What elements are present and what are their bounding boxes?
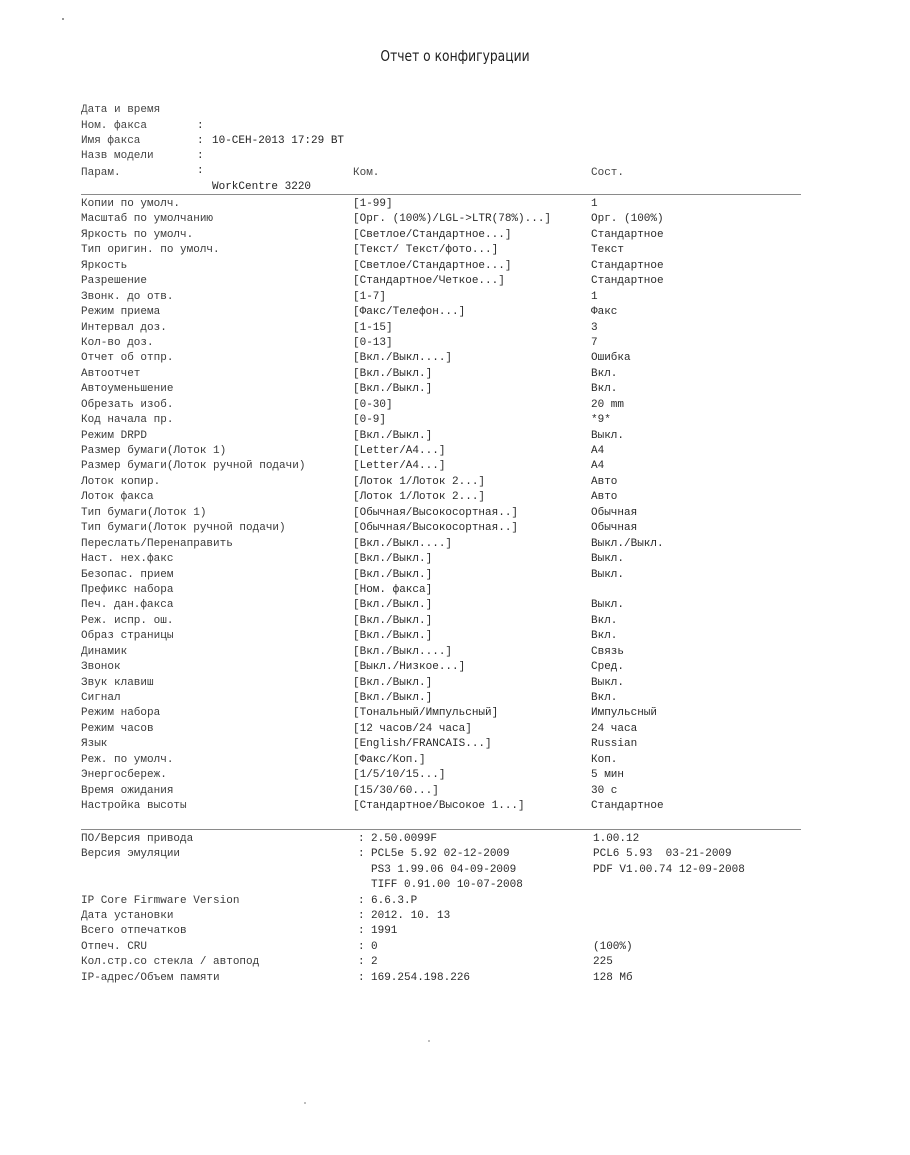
version-label: IP-адрес/Объем памяти (81, 971, 220, 984)
setting-state: 7 (591, 336, 598, 349)
settings-row (81, 444, 801, 459)
setting-state: Стандартное (591, 800, 664, 813)
setting-param: Режим набора (81, 707, 161, 720)
setting-state: Коп. (591, 753, 618, 766)
setting-options: [1/5/10/15...] (353, 769, 446, 782)
setting-state: 24 часа (591, 722, 638, 735)
setting-param: Звонк. до отв. (81, 290, 174, 303)
setting-options: [English/FRANCAIS...] (353, 738, 492, 751)
setting-state: Стандартное (591, 275, 664, 288)
version-label: ПО/Версия привода (81, 833, 194, 845)
setting-param: Безопас. прием (81, 568, 174, 581)
settings-row (81, 568, 801, 583)
setting-options: [0-9] (353, 414, 387, 427)
settings-table (81, 197, 801, 815)
setting-options: [Лоток 1/Лоток 2...] (353, 491, 486, 504)
version-extra: 128 Мб (593, 971, 633, 984)
scan-speck (304, 1102, 306, 1104)
setting-state: Выкл. (591, 599, 625, 612)
version-row (81, 863, 801, 878)
settings-row (81, 459, 801, 474)
version-value: PS3 1.99.06 04-09-2009 (371, 863, 517, 876)
settings-row (81, 490, 801, 505)
setting-param: Копии по умолч. (81, 198, 181, 210)
setting-options: [1-99] (353, 198, 393, 210)
info-value: 10-СЕН-2013 17:29 ВТ (212, 134, 345, 147)
setting-state: Вкл. (591, 614, 618, 627)
setting-options: [1-15] (353, 321, 393, 334)
settings-row (81, 429, 801, 444)
version-value: 6.6.3.P (371, 894, 418, 907)
setting-options: [Вкл./Выкл.] (353, 553, 433, 566)
setting-state: 1 (591, 290, 598, 303)
setting-options: [Вкл./Выкл.] (353, 692, 433, 704)
settings-row (81, 676, 801, 691)
setting-param: Динамик (81, 645, 128, 658)
setting-options: [Вкл./Выкл.] (353, 367, 433, 380)
setting-state: Выкл. (591, 568, 625, 581)
version-colon: : (358, 940, 365, 953)
setting-param: Кол-во доз. (81, 336, 154, 349)
setting-state: Факс (591, 306, 618, 319)
settings-row (81, 629, 801, 644)
version-colon: : (358, 833, 365, 845)
setting-param: Режим DRPD (81, 429, 148, 442)
setting-param: Переслать/Перенаправить (81, 537, 233, 550)
setting-param: Наст. нех.факс (81, 553, 174, 566)
info-colon: : (197, 134, 204, 147)
setting-options: [Вкл./Выкл....] (353, 352, 453, 365)
setting-options: [Лоток 1/Лоток 2...] (353, 475, 486, 488)
setting-options: [Обычная/Высокосортная..] (353, 522, 519, 535)
setting-options: [Ном. факса] (353, 583, 433, 596)
settings-row (81, 243, 801, 258)
version-row (81, 894, 801, 909)
setting-options: [Факс/Телефон...] (353, 306, 466, 319)
setting-param: Тип бумаги(Лоток 1) (81, 506, 207, 519)
settings-row (81, 645, 801, 660)
setting-options: [Факс/Коп.] (353, 753, 426, 766)
setting-options: [Орг. (100%)/LGL->LTR(78%)...] (353, 213, 552, 226)
settings-row (81, 521, 801, 536)
settings-row (81, 583, 801, 598)
setting-options: [Стандартное/Четкое...] (353, 275, 505, 288)
setting-options: [0-13] (353, 336, 393, 349)
version-label: IP Core Firmware Version (81, 894, 240, 907)
setting-options: [Тональный/Импульсный] (353, 707, 499, 720)
setting-state: Текст (591, 244, 625, 257)
settings-row (81, 768, 801, 783)
version-colon: : (358, 909, 365, 922)
setting-options: [1-7] (353, 290, 387, 303)
settings-row (81, 799, 801, 814)
settings-row (81, 274, 801, 289)
version-colon: : (358, 956, 365, 969)
version-value: TIFF 0.91.00 10-07-2008 (371, 879, 523, 892)
setting-state: *9* (591, 414, 611, 427)
version-extra: 1.00.12 (593, 833, 640, 845)
column-header-state: Сост. (591, 167, 625, 179)
setting-param: Звук клавиш (81, 676, 154, 689)
setting-state: A4 (591, 460, 605, 473)
version-extra: PCL6 5.93 03-21-2009 (593, 848, 732, 861)
setting-options: [Вкл./Выкл.] (353, 568, 433, 581)
setting-param: Язык (81, 738, 108, 751)
setting-param: Образ страницы (81, 630, 174, 643)
settings-row (81, 660, 801, 675)
version-row (81, 924, 801, 939)
info-label: Дата и время (81, 104, 161, 117)
setting-param: Размер бумаги(Лоток ручной подачи) (81, 460, 306, 473)
report-title: Отчет о конфигурации (380, 47, 530, 65)
setting-options: [Letter/A4...] (353, 445, 446, 457)
setting-param: Размер бумаги(Лоток 1) (81, 445, 227, 457)
info-colon: : (197, 150, 204, 163)
setting-param: Автоотчет (81, 367, 141, 380)
column-header-param: Парам. (81, 167, 121, 179)
info-label: Ном. факса (81, 119, 148, 132)
setting-options: [15/30/60...] (353, 784, 439, 797)
setting-state: Russian (591, 738, 638, 751)
setting-state: Ошибка (591, 352, 631, 365)
info-colon: : (197, 165, 204, 178)
version-value: 169.254.198.226 (371, 971, 471, 984)
setting-state: Вкл. (591, 367, 618, 380)
setting-state: Выкл. (591, 553, 625, 566)
setting-state: Сред. (591, 661, 625, 674)
settings-row (81, 367, 801, 382)
setting-options: [Обычная/Высокосортная..] (353, 506, 519, 519)
version-colon: : (358, 894, 365, 907)
setting-state: Связь (591, 645, 625, 658)
setting-state: Вкл. (591, 383, 618, 396)
setting-param: Тип оригин. по умолч. (81, 244, 220, 257)
settings-row (81, 212, 801, 227)
version-row (81, 878, 801, 893)
settings-row (81, 737, 801, 752)
setting-options: [Текст/ Текст/фото...] (353, 244, 499, 257)
version-value: 1991 (371, 925, 398, 938)
settings-row (81, 336, 801, 351)
setting-options: [Вкл./Выкл.] (353, 630, 433, 643)
header-divider (81, 194, 801, 195)
setting-param: Обрезать изоб. (81, 398, 174, 411)
version-row (81, 909, 801, 924)
version-label: Кол.стр.со стекла / автопод (81, 956, 260, 969)
version-label: Отпеч. CRU (81, 940, 148, 953)
settings-row (81, 753, 801, 768)
setting-state: Авто (591, 475, 618, 488)
version-label: Версия эмуляции (81, 848, 181, 861)
setting-param: Интервал доз. (81, 321, 167, 334)
settings-row (81, 691, 801, 706)
version-value: PCL5e 5.92 02-12-2009 (371, 848, 510, 861)
version-colon: : (358, 971, 365, 984)
version-extra: (100%) (593, 940, 633, 953)
version-row (81, 847, 801, 862)
setting-param: Настройка высоты (81, 800, 187, 813)
setting-options: [Светлое/Стандартное...] (353, 259, 512, 272)
setting-state: Выкл. (591, 676, 625, 689)
versions-table (81, 832, 801, 986)
setting-param: Масштаб по умолчанию (81, 213, 214, 226)
setting-param: Реж. по умолч. (81, 753, 174, 766)
setting-state: Стандартное (591, 228, 664, 241)
setting-state: Орг. (100%) (591, 213, 664, 226)
column-header-options: Ком. (353, 167, 380, 179)
setting-state: A4 (591, 445, 605, 457)
setting-options: [Letter/A4...] (353, 460, 446, 473)
version-value: 2012. 10. 13 (371, 909, 451, 922)
version-row (81, 955, 801, 970)
setting-param: Звонок (81, 661, 121, 674)
settings-row (81, 413, 801, 428)
setting-param: Реж. испр. ош. (81, 614, 174, 627)
version-colon: : (358, 848, 365, 861)
setting-param: Лоток факса (81, 491, 154, 504)
scan-speck (62, 18, 64, 20)
settings-row (81, 228, 801, 243)
settings-row (81, 305, 801, 320)
setting-param: Лоток копир. (81, 475, 161, 488)
setting-state: Обычная (591, 522, 638, 535)
setting-param: Режим часов (81, 722, 154, 735)
setting-state: Авто (591, 491, 618, 504)
version-value: 2.50.0099F (371, 833, 438, 845)
settings-row (81, 321, 801, 336)
scan-speck (428, 1040, 430, 1042)
version-value: 0 (371, 940, 378, 953)
setting-param: Отчет об отпр. (81, 352, 174, 365)
setting-param: Код начала пр. (81, 414, 174, 427)
setting-param: Тип бумаги(Лоток ручной подачи) (81, 522, 286, 535)
version-extra: PDF V1.00.74 12-09-2008 (593, 863, 745, 876)
setting-param: Время ожидания (81, 784, 174, 797)
version-label: Всего отпечатков (81, 925, 187, 938)
setting-options: [Вкл./Выкл.] (353, 599, 433, 612)
settings-row (81, 598, 801, 613)
setting-state: Стандартное (591, 259, 664, 272)
setting-param: Яркость по умолч. (81, 228, 194, 241)
settings-row (81, 351, 801, 366)
settings-row (81, 784, 801, 799)
setting-options: [Выкл./Низкое...] (353, 661, 466, 674)
setting-options: [Вкл./Выкл....] (353, 645, 453, 658)
settings-row (81, 475, 801, 490)
versions-divider (81, 829, 801, 830)
version-colon: : (358, 925, 365, 938)
settings-row (81, 506, 801, 521)
setting-param: Разрешение (81, 275, 148, 288)
settings-row (81, 382, 801, 397)
setting-param: Автоуменьшение (81, 383, 174, 396)
settings-row (81, 398, 801, 413)
settings-row (81, 722, 801, 737)
settings-row (81, 614, 801, 629)
setting-state: Импульсный (591, 707, 658, 720)
settings-row (81, 259, 801, 274)
setting-options: [Вкл./Выкл.] (353, 429, 433, 442)
setting-param: Энергосбереж. (81, 769, 167, 782)
settings-row (81, 290, 801, 305)
setting-state: 1 (591, 198, 598, 210)
setting-options: [Вкл./Выкл.] (353, 383, 433, 396)
info-label: Имя факса (81, 134, 141, 147)
setting-state: Обычная (591, 506, 638, 519)
version-row (81, 832, 801, 847)
version-value: 2 (371, 956, 378, 969)
setting-options: [Стандартное/Высокое 1...] (353, 800, 525, 813)
setting-param: Яркость (81, 259, 128, 272)
setting-state: 20 mm (591, 398, 625, 411)
setting-param: Печ. дан.факса (81, 599, 174, 612)
setting-param: Сигнал (81, 692, 121, 704)
version-extra: 225 (593, 956, 613, 969)
setting-state: Вкл. (591, 630, 618, 643)
settings-row (81, 552, 801, 567)
setting-options: [0-30] (353, 398, 393, 411)
info-label: Назв модели (81, 150, 154, 163)
setting-options: [Вкл./Выкл.] (353, 614, 433, 627)
setting-param: Режим приема (81, 306, 161, 319)
setting-state: Выкл. (591, 429, 625, 442)
info-colon: : (197, 119, 204, 132)
setting-state: 30 с (591, 784, 618, 797)
settings-row (81, 537, 801, 552)
version-row (81, 971, 801, 986)
settings-row (81, 706, 801, 721)
setting-options: [Вкл./Выкл.] (353, 676, 433, 689)
setting-options: [Вкл./Выкл....] (353, 537, 453, 550)
info-value: WorkCentre 3220 (212, 180, 312, 193)
setting-options: [12 часов/24 часа] (353, 722, 472, 735)
setting-state: 5 мин (591, 769, 625, 782)
setting-param: Префикс набора (81, 583, 174, 596)
setting-state: Выкл./Выкл. (591, 537, 664, 550)
setting-state: Вкл. (591, 692, 618, 704)
setting-state: 3 (591, 321, 598, 334)
version-label: Дата установки (81, 909, 174, 922)
setting-options: [Светлое/Стандартное...] (353, 228, 512, 241)
settings-row (81, 197, 801, 212)
version-row (81, 940, 801, 955)
